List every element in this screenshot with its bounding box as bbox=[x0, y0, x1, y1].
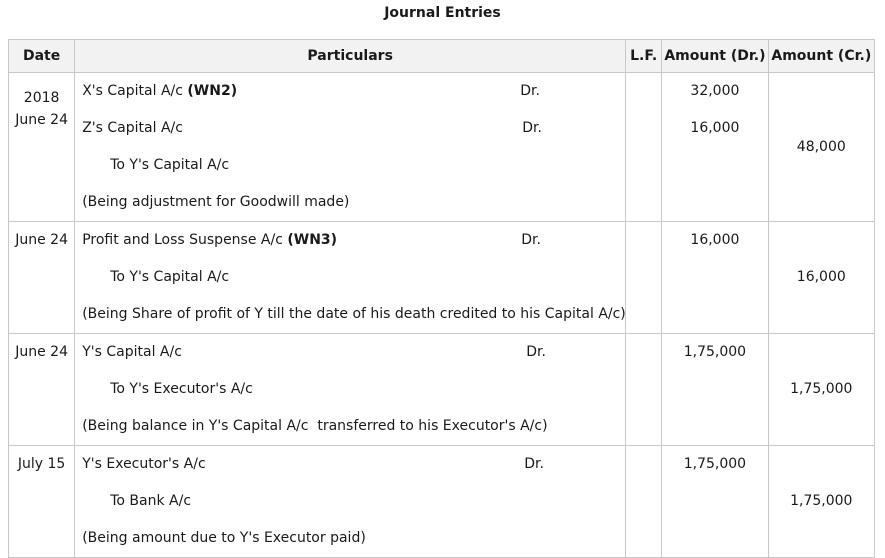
particulars-cell bbox=[75, 73, 626, 222]
account-debit: Y's Capital A/c bbox=[82, 344, 182, 360]
amount-cr: 1,75,000 bbox=[790, 381, 853, 397]
amount-dr: 16,000 bbox=[690, 120, 740, 136]
date-cell bbox=[9, 73, 75, 222]
particulars-line bbox=[75, 520, 625, 557]
account-debit: Z's Capital A/c bbox=[82, 120, 183, 136]
amount-cr-cell bbox=[768, 222, 874, 334]
particulars-line bbox=[75, 184, 625, 221]
particulars-line bbox=[75, 259, 625, 296]
working-note-ref: (WN2) bbox=[187, 83, 238, 99]
account-credit: To Y's Capital A/c bbox=[110, 269, 230, 285]
particulars-line bbox=[75, 73, 625, 110]
particulars-line bbox=[75, 147, 625, 184]
account-credit: To Y's Executor's A/c bbox=[110, 381, 253, 397]
account-credit: To Bank A/c bbox=[110, 493, 192, 509]
particulars-line bbox=[75, 110, 625, 147]
dr-marker: Dr. bbox=[522, 120, 542, 136]
dr-marker: Dr. bbox=[521, 232, 541, 248]
header-amount-dr: Amount (Dr.) bbox=[662, 40, 768, 73]
dr-marker: Dr. bbox=[526, 344, 546, 360]
header-particulars: Particulars bbox=[75, 40, 626, 73]
date-cell: June 24 bbox=[9, 334, 75, 446]
lf-cell bbox=[626, 334, 662, 446]
table-row bbox=[9, 446, 875, 558]
header-amount-cr: Amount (Cr.) bbox=[768, 40, 874, 73]
lf-cell bbox=[626, 446, 662, 558]
amount-dr-cell bbox=[662, 73, 768, 222]
narration: (Being balance in Y's Capital A/c transferred to his Executor's A/c) bbox=[82, 418, 548, 434]
page-title: Journal Entries bbox=[384, 5, 501, 21]
account-debit: Profit and Loss Suspense A/c (WN3) bbox=[82, 232, 338, 248]
table-row bbox=[9, 334, 875, 446]
particulars-line bbox=[75, 483, 625, 520]
narration: (Being Share of profit of Y till the date of his death credited to his Capital A/c) bbox=[82, 306, 626, 322]
table-row bbox=[9, 222, 875, 334]
date-day: June 24 bbox=[15, 112, 68, 128]
amount-cr-cell bbox=[768, 73, 874, 222]
amount-dr: 16,000 bbox=[690, 232, 740, 248]
amount-cr-cell bbox=[768, 334, 874, 446]
table-row bbox=[9, 73, 875, 222]
amount-cr: 48,000 bbox=[796, 139, 846, 155]
date-cell: July 15 bbox=[9, 446, 75, 558]
account-debit: Y's Executor's A/c bbox=[82, 456, 206, 472]
lf-cell bbox=[626, 222, 662, 334]
header-row bbox=[9, 40, 875, 73]
dr-marker: Dr. bbox=[520, 83, 540, 99]
amount-dr: 32,000 bbox=[690, 83, 740, 99]
dr-marker: Dr. bbox=[524, 456, 544, 472]
amount-cr: 1,75,000 bbox=[790, 493, 853, 509]
account-credit: To Y's Capital A/c bbox=[110, 157, 230, 173]
particulars-line bbox=[75, 408, 625, 445]
particulars-line bbox=[75, 446, 625, 483]
particulars-cell bbox=[75, 222, 626, 334]
amount-cr-cell bbox=[768, 446, 874, 558]
account-debit: X's Capital A/c (WN2) bbox=[82, 83, 238, 99]
header-lf: L.F. bbox=[626, 40, 662, 73]
amount-dr: 1,75,000 bbox=[683, 456, 747, 472]
amount-dr-cell bbox=[662, 222, 768, 334]
amount-dr-cell bbox=[662, 446, 768, 558]
particulars-line bbox=[75, 371, 625, 408]
date-cell: June 24 bbox=[9, 222, 75, 334]
particulars-line bbox=[75, 296, 625, 333]
amount-cr: 16,000 bbox=[796, 269, 846, 285]
narration: (Being amount due to Y's Executor paid) bbox=[82, 530, 366, 546]
amount-dr-cell bbox=[662, 334, 768, 446]
particulars-line bbox=[75, 222, 625, 259]
particulars-cell bbox=[75, 446, 626, 558]
lf-cell bbox=[626, 73, 662, 222]
amount-dr: 1,75,000 bbox=[683, 344, 747, 360]
particulars-cell bbox=[75, 334, 626, 446]
date-year: 2018 bbox=[23, 90, 60, 106]
narration: (Being adjustment for Goodwill made) bbox=[82, 194, 350, 210]
particulars-line bbox=[75, 334, 625, 371]
journal-table bbox=[8, 39, 875, 558]
working-note-ref: (WN3) bbox=[287, 232, 338, 248]
header-date: Date bbox=[9, 40, 75, 73]
